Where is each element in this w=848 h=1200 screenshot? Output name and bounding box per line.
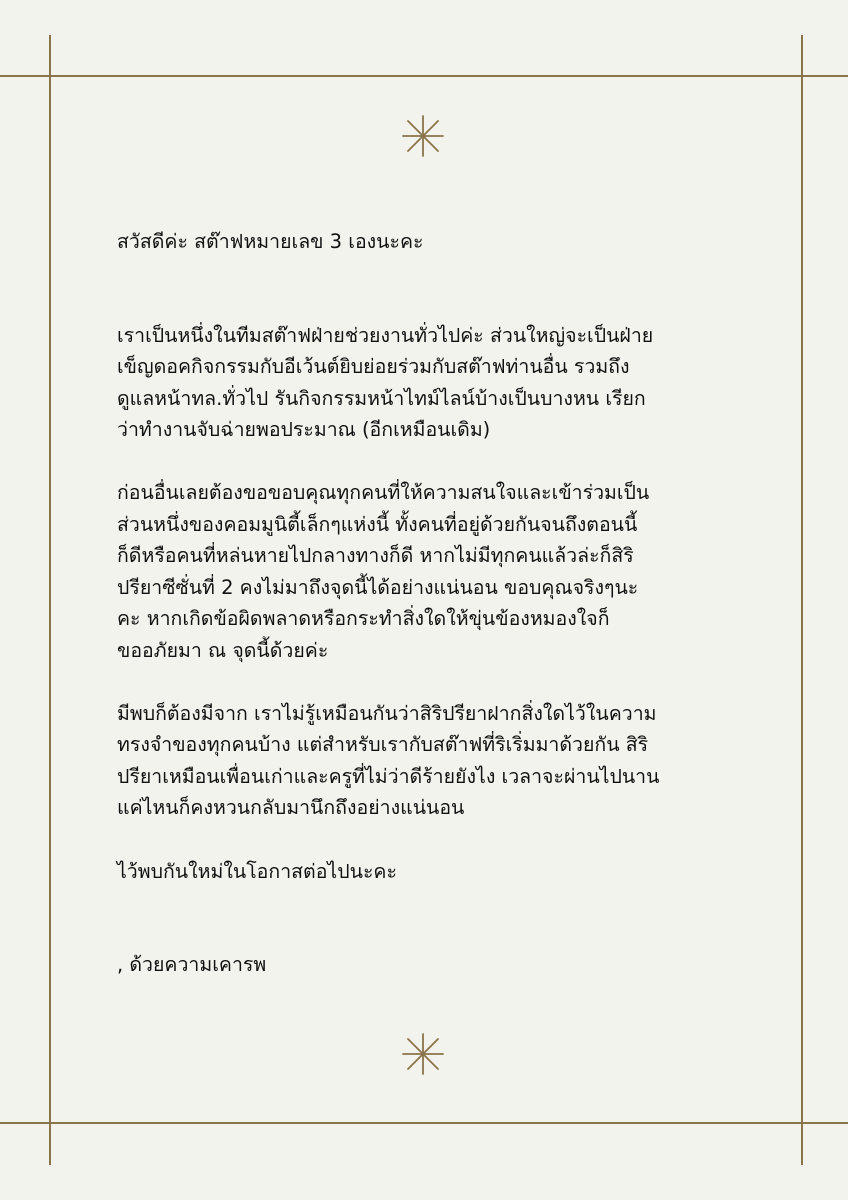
- paragraph-farewell: มีพบก็ต้องมีจาก เราไม่รู้เหมือนกันว่าสิริปรียาฝากสิ่งใดไว้ในความ ทรงจำของทุกคนบ้าง แต่สำหรับเรากับสต๊าฟที่ริเริ่มมาด้วยกัน สิริ ปรียาเหมือนเพื่อนเก่าและครูที่ไม่ว่าดีร้ายยังไง เวลาจะผ่านไปนาน แค่ไหนก็คงหวนกลับมานึกถึงอย่างแน่นอน: [117, 701, 660, 819]
- asterisk-star-icon: [402, 1033, 444, 1075]
- closing-text: ไว้พบกันใหม่ในโอกาสต่อไปนะคะ: [117, 859, 397, 883]
- frame-left-line: [49, 35, 51, 1165]
- signature-text: , ด้วยความเคารพ: [117, 953, 267, 976]
- asterisk-star-icon: [402, 115, 444, 157]
- letter-body: [117, 226, 777, 981]
- frame-bottom-line: [0, 1122, 848, 1124]
- paragraph-intro: เราเป็นหนึ่งในทีมสต๊าฟฝ่ายช่วยงานทั่วไปค่ะ ส่วนใหญ่จะเป็นฝ่าย เข็ญดอคกิจกรรมกับอีเว้นต์ยิบย่อยร่วมกับสต๊าฟท่านอื่น รวมถึง ดูแลหน้าทล.ทั่วไป รันกิจกรรมหน้าไทม์ไลน์บ้างเป็นบางหน เรียก ว่าทำงานจับฉ่ายพอประมาณ (อีกเหมือนเดิม): [117, 323, 654, 441]
- frame-right-line: [801, 35, 803, 1165]
- greeting-text: สวัสดีค่ะ สต๊าฟหมายเลข 3 เองนะคะ: [117, 230, 424, 253]
- paragraph-thanks: ก่อนอื่นเลยต้องขอขอบคุณทุกคนที่ให้ความสนใจและเข้าร่วมเป็น ส่วนหนึ่งของคอมมูนิตี้เล็กๆแห่งนี้ ทั้งคนที่อยู่ด้วยกันจนถึงตอนนี้ ก็ดีหรือคนที่หล่นหายไปกลางทางก็ดี หากไม่มีทุกคนแล้วล่ะก็สิริ ปรียาซีซั่นที่ 2 คงไม่มาถึงจุดนี้ได้อย่างแน่นอน ขอบคุณจริงๆนะ คะ หากเกิดข้อผิดพลาดหรือกระทำสิ่งใดให้ขุ่นข้องหมองใจก็ ขออภัยมา ณ จุดนี้ด้วยค่ะ: [117, 481, 650, 662]
- frame-top-line: [0, 75, 848, 77]
